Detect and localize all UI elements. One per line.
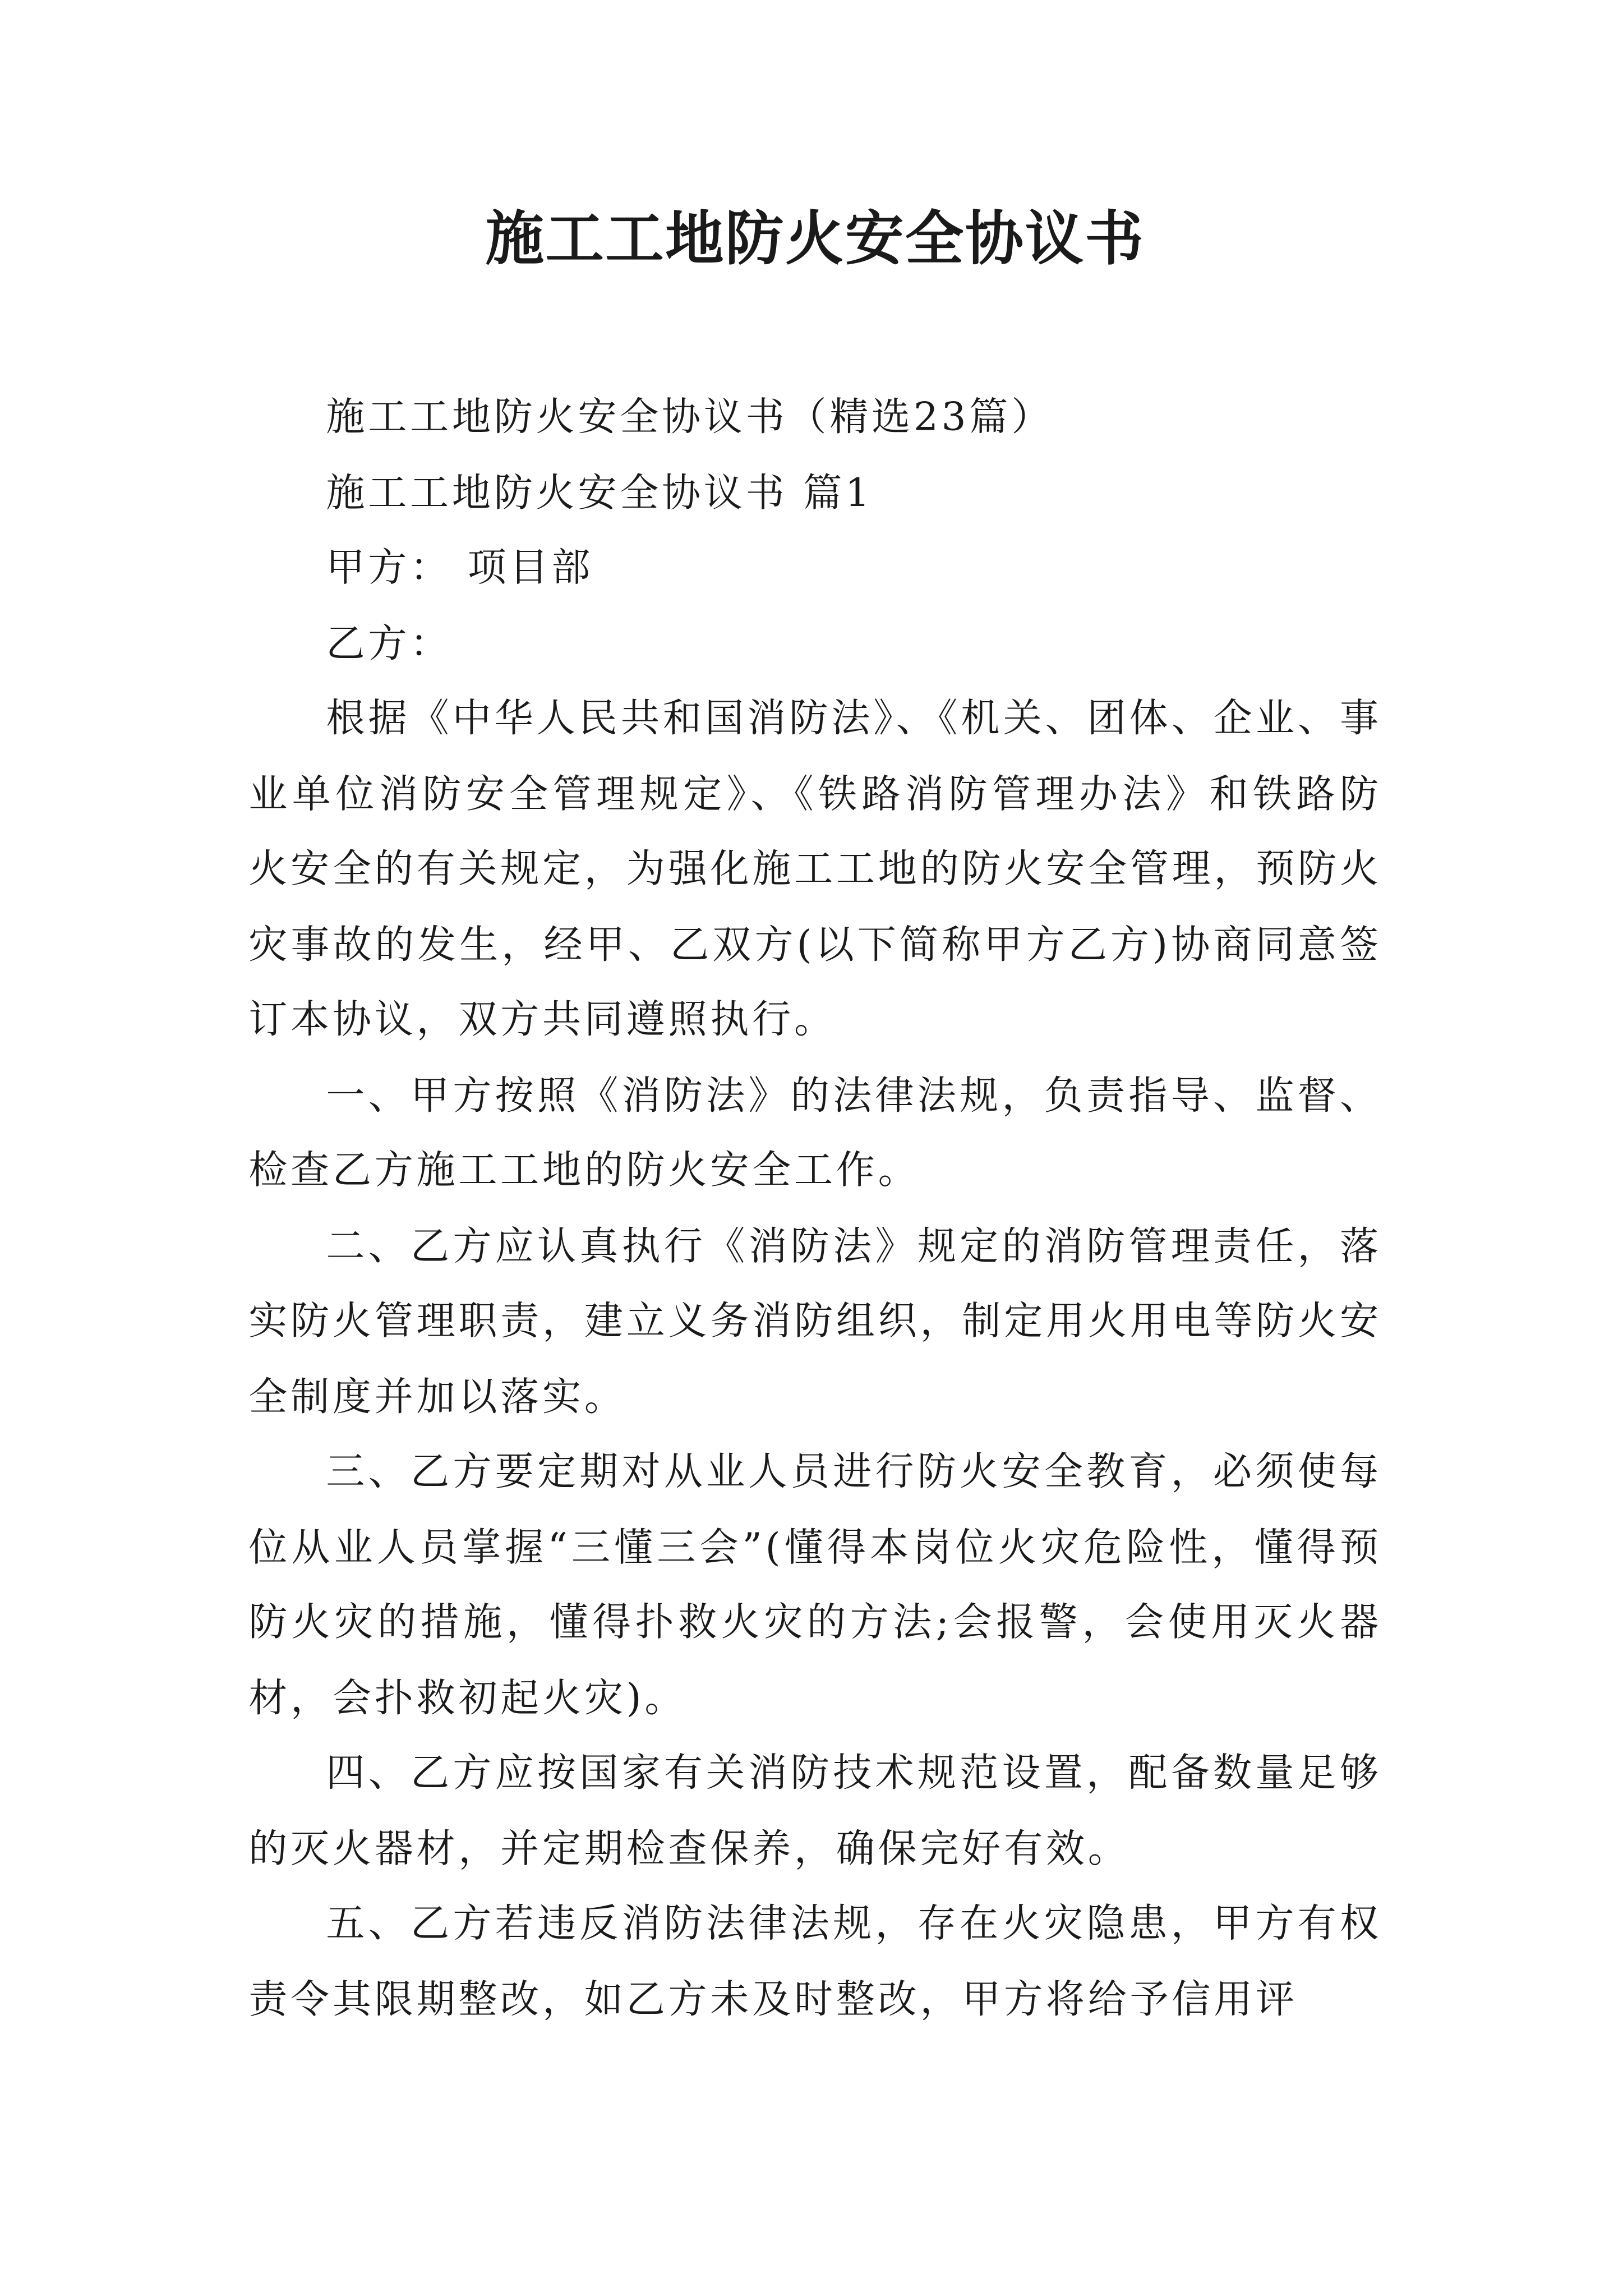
- preamble-paragraph: 根据《中华人民共和国消防法》、《机关、团体、企业、事业单位消防安全管理规定》、《铁路消防管理办法》和铁路防火安全的有关规定，为强化施工工地的防火安全管理，预防火灾事故的发生，经甲、乙双方(以下简称甲方乙方)协商同意签订本协议，双方共同遵照执行。: [248, 696, 1382, 1043]
- section-heading: 施工工地防火安全协议书 篇1: [326, 470, 873, 516]
- clause-2: 二、乙方应认真执行《消防法》规定的消防管理责任，落实防火管理职责，建立义务消防组织，制定用火用电等防火安全制度并加以落实。: [248, 1223, 1382, 1420]
- document-title: 施工工地防火安全协议书: [485, 205, 1145, 274]
- clause-5: 五、乙方若违反消防法律法规，存在火灾隐患，甲方有权责令其限期整改，如乙方未及时整改，甲方将给予信用评: [248, 1901, 1382, 2022]
- subtitle-paragraph: 施工工地防火安全协议书（精选23篇）: [326, 394, 1054, 440]
- clause-4: 四、乙方应按国家有关消防技术规范设置，配备数量足够的灭火器材，并定期检查保养，确保完好有效。: [248, 1750, 1382, 1871]
- party-b-line: 乙方：: [326, 620, 452, 666]
- clause-1: 一、甲方按照《消防法》的法律法规，负责指导、监督、检查乙方施工工地的防火安全工作。: [248, 1073, 1382, 1194]
- party-a-line: 甲方： 项目部: [326, 545, 594, 591]
- document-body: [248, 380, 1382, 2037]
- clause-3: 三、乙方要定期对从业人员进行防火安全教育，必须使每位从业人员掌握“三懂三会”(懂得本岗位火灾危险性，懂得预防火灾的措施，懂得扑救火灾的方法;会报警，会使用灭火器材，会扑救初起火灾)。: [248, 1449, 1382, 1721]
